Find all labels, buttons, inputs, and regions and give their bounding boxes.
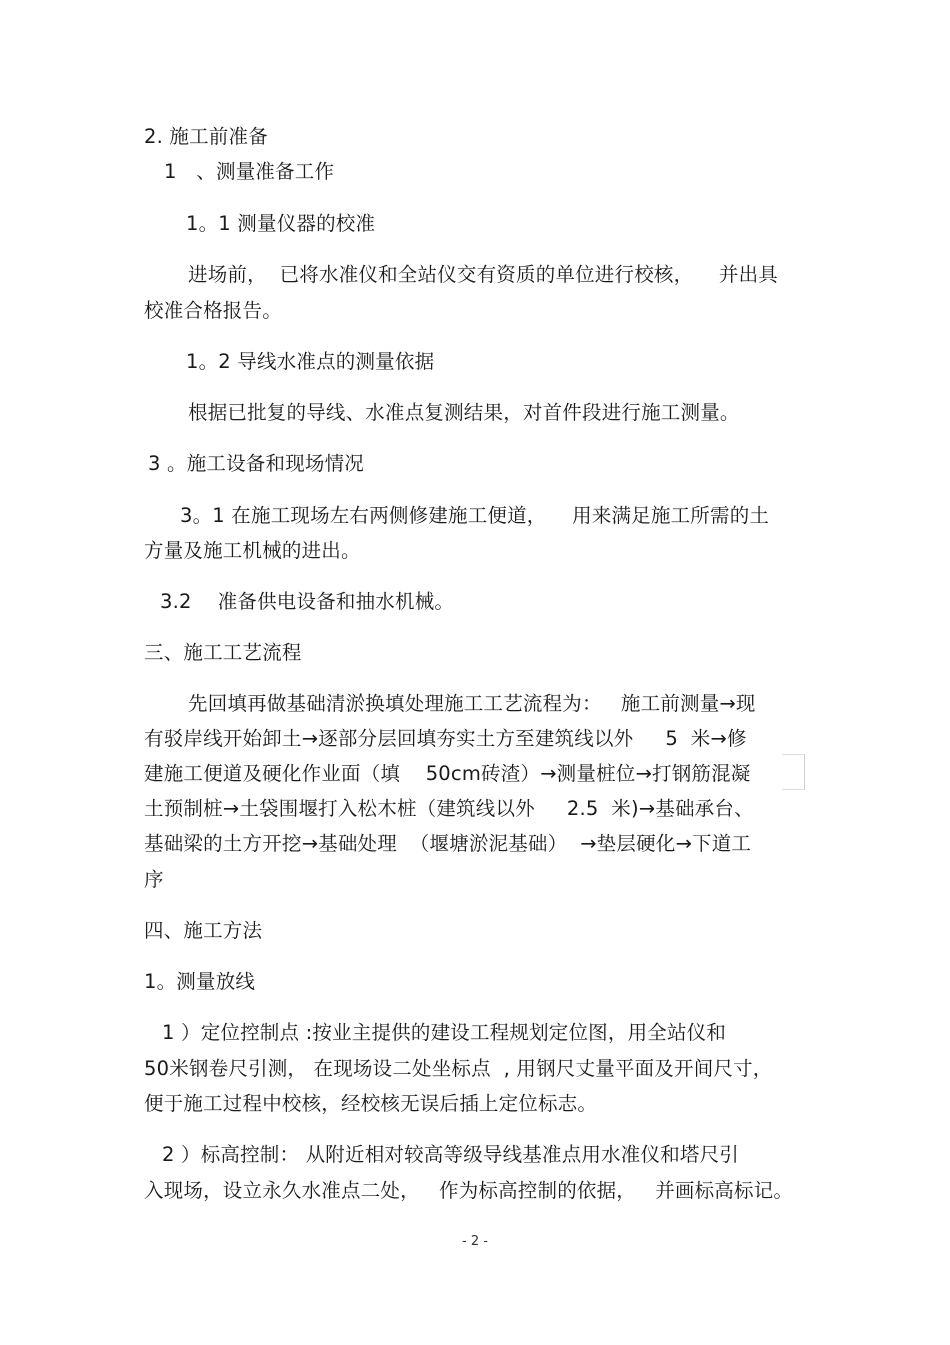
paragraph-calibration-line-2: 校准合格报告。 <box>144 299 282 322</box>
subsection-heading-survey-preparation: 1 、测量准备工作 <box>164 160 335 183</box>
paragraph-positioning-line-1: 1 ）定位控制点 :按业主提供的建设工程规划定位图，用全站仪和 <box>162 1021 727 1044</box>
paragraph-access-road-line-2: 方量及施工机械的进出。 <box>144 539 361 562</box>
section-heading-construction-method: 四、施工方法 <box>144 919 263 942</box>
paragraph-process-flow-line-6: 序 <box>144 868 164 891</box>
paragraph-elevation-line-1: 2 ）标高控制： 从附近相对较高等级导线基准点用水准仪和塔尺引 <box>162 1143 740 1166</box>
paragraph-calibration-line-1: 进场前， 已将水准仪和全站仪交有资质的单位进行校核， 并出具 <box>188 263 778 286</box>
paragraph-process-flow-line-1: 先回填再做基础清淤换填处理施工工艺流程为： 施工前测量→现 <box>188 692 756 715</box>
item-power-pump-equipment: 3.2 准备供电设备和抽水机械。 <box>160 590 455 613</box>
paragraph-positioning-line-2: 50米钢卷尺引测， 在现场设二处坐标点 , 用钢尺丈量平面及开间尺寸， <box>144 1057 773 1080</box>
section-heading-construction-preparation: 2. 施工前准备 <box>144 125 268 148</box>
paragraph-process-flow-line-5: 基础梁的土方开挖→基础处理 （堰塘淤泥基础） →垫层硬化→下道工 <box>144 832 752 855</box>
item-heading-survey-basis: 1。2 导线水准点的测量依据 <box>186 350 435 373</box>
page-number: - 2 - <box>462 1234 488 1249</box>
paragraph-survey-basis: 根据已批复的导线、水准点复测结果，对首件段进行施工测量。 <box>188 401 740 424</box>
section-heading-process-flow: 三、施工工艺流程 <box>144 641 302 664</box>
paragraph-positioning-line-3: 便于施工过程中校核，经校核无误后插上定位标志。 <box>144 1092 598 1115</box>
paragraph-process-flow-line-4: 土预制桩→土袋围堰打入松木桩（建筑线以外 2.5 米)→基础承台、 <box>144 797 754 820</box>
paragraph-process-flow-line-2: 有驳岸线开始卸土→逐部分层回填夯实土方至建筑线以外 5 米→修 <box>144 727 747 750</box>
paragraph-process-flow-line-3: 建施工便道及硬化作业面（填 50cm砖渣）→测量桩位→打钢筋混凝 <box>144 762 751 785</box>
item-heading-instrument-calibration: 1。1 测量仪器的校准 <box>186 212 376 235</box>
paragraph-access-road-line-1: 3。1 在施工现场左右两侧修建施工便道， 用来满足施工所需的土 <box>180 504 770 527</box>
subsection-heading-survey-layout: 1。测量放线 <box>144 970 256 993</box>
paragraph-elevation-line-2: 入现场，设立永久水准点二处， 作为标高控制的依据， 并画标高标记。 <box>144 1179 794 1202</box>
scan-bracket-mark <box>782 754 805 790</box>
subsection-heading-equipment-site: 3 。施工设备和现场情况 <box>148 452 365 475</box>
